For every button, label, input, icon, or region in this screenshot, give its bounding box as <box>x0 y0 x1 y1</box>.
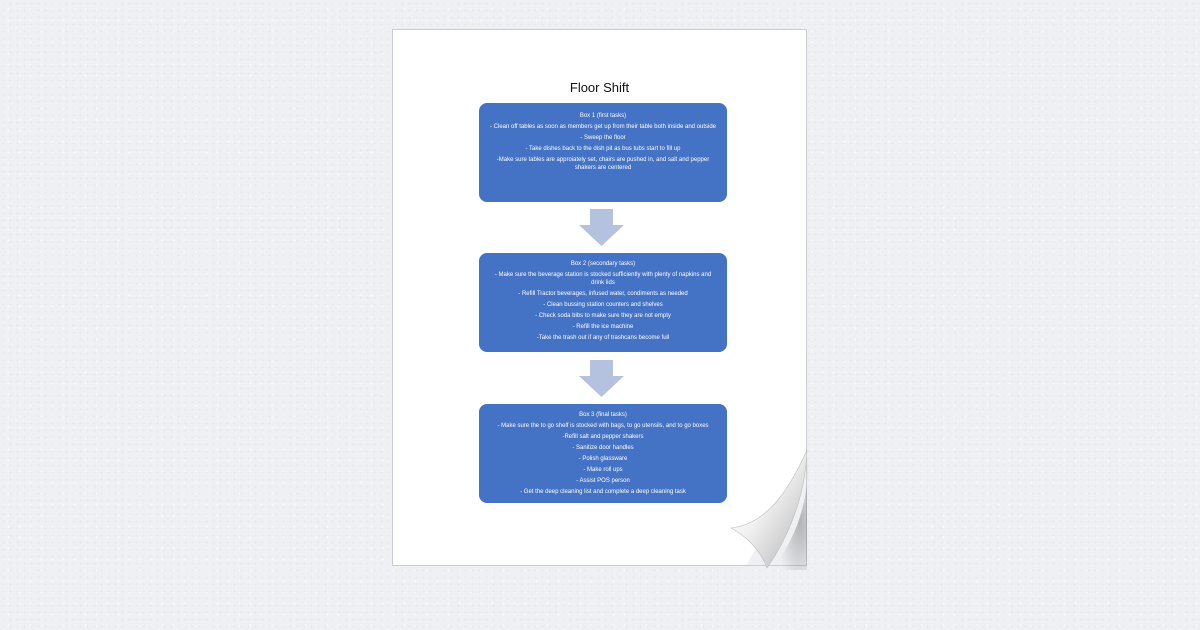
down-arrow-icon <box>579 360 624 397</box>
task-item: - Make roll ups <box>583 467 623 473</box>
box-heading: Box 1 (first tasks) <box>579 113 627 119</box>
task-item: - Assist POS person <box>576 478 630 484</box>
task-item: - Clean off tables as soon as members get up from their table both inside and outside <box>489 124 717 130</box>
task-item: - Check soda bibs to make sure they are not empty <box>535 313 671 319</box>
task-item: - Make sure the to go shelf is stocked with bags, to go utensils, and to go boxes <box>497 423 709 429</box>
task-item: - Sanitize door handles <box>572 445 634 451</box>
task-item: -Refill salt and pepper shakers <box>562 434 644 440</box>
task-item: -Take the trash out if any of trashcans become full <box>536 335 670 341</box>
task-item: - Refill the ice machine <box>572 324 634 330</box>
task-item: -Make sure tables are approiately set, chairs are pushed in, and salt and pepper shakers are centered <box>496 157 710 171</box>
task-box-2 <box>479 253 727 352</box>
task-item: - Clean bussing station counters and shelves <box>543 302 663 308</box>
task-item: - Sweep the floor <box>580 135 626 141</box>
task-box-3 <box>479 404 727 503</box>
task-item: - Refill Tractor beverages, infused water, condiments as needed <box>518 291 688 297</box>
task-item: - Make sure the beverage station is stocked sufficiently with plenty of napkins and drink lids <box>494 272 712 286</box>
box-heading: Box 3 (final tasks) <box>579 412 627 418</box>
task-item: - Take dishes back to the dish pit as bus tubs start to fill up <box>525 146 681 152</box>
page-curl-icon <box>727 446 809 570</box>
task-item: - Polish glassware <box>578 456 628 462</box>
task-box-1 <box>479 103 727 202</box>
document-title: Floor Shift <box>569 80 630 95</box>
task-item: - Get the deep cleaning list and complete a deep cleaning task <box>520 489 686 495</box>
down-arrow-icon <box>579 209 624 246</box>
box-heading: Box 2 (secondary tasks) <box>570 261 636 267</box>
